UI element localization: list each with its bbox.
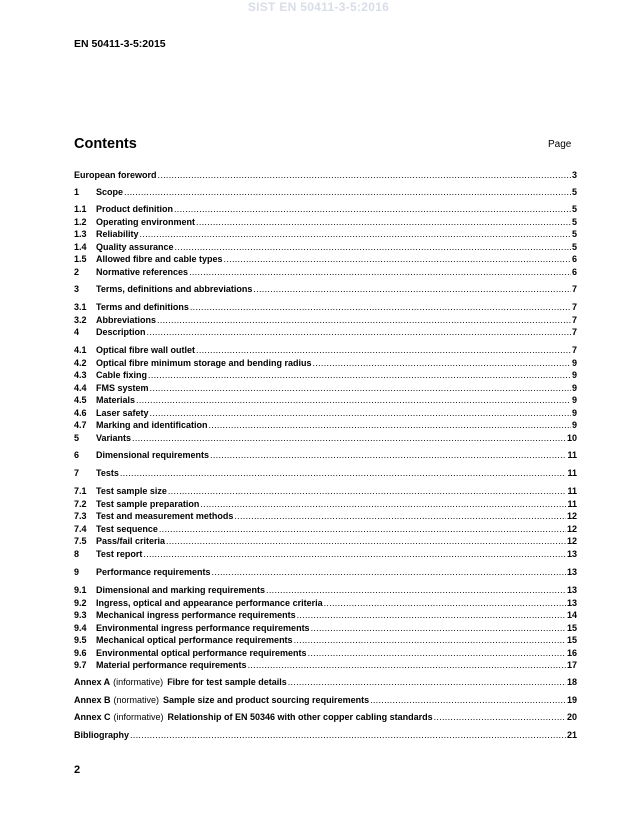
toc-entry[interactable] [74,241,577,253]
toc-entry[interactable] [74,283,577,295]
toc-entry-page: 7 [571,345,577,355]
toc-entry-title: Terms, definitions and abbreviations [96,284,253,294]
toc-entry-title: Performance requirements [96,567,211,577]
toc-leader [148,369,571,381]
toc-entry-page: 11 [567,486,577,496]
toc-entry-page: 13 [566,585,577,595]
toc-entry-number: 9.3 [74,610,87,620]
toc-entry[interactable] [74,622,577,634]
toc-entry-title: Marking and identification [96,420,208,430]
toc-entry-title: Reliability [96,229,139,239]
toc-leader [158,169,571,181]
toc-entry-title: Material performance requirements [96,660,247,670]
toc-entry-title: Pass/fail criteria [96,536,166,546]
toc-entry-title: Optical fibre wall outlet [96,345,196,355]
toc-entry[interactable] [74,523,577,535]
toc-entry-title: Quality assurance [96,241,174,252]
toc-leader [248,659,566,671]
toc-entry-page: 11 [567,498,577,509]
toc-leader [266,584,566,596]
toc-entry-page: 12 [566,511,577,521]
toc-leader [150,382,571,394]
toc-entry-page: 13 [566,567,577,577]
toc-entry[interactable] [74,253,577,265]
toc-entry-page: 17 [566,660,577,670]
toc-entry-number: 1.3 [74,229,87,239]
toc-leader [313,357,571,369]
annex-type: (normative) [113,695,160,705]
toc-entry-title: Mechanical ingress performance requirements [96,610,296,620]
toc-leader [189,266,571,278]
toc-entry[interactable] [74,203,577,215]
annex-page: 18 [566,677,577,687]
toc-entry-page: 9 [571,382,577,393]
toc-entry-number: 9.4 [74,622,87,633]
bibliography-entry[interactable] [74,729,577,741]
toc-entry-title: Abbreviations [96,314,157,325]
toc-entry[interactable] [74,382,577,394]
toc-leader [120,467,567,479]
toc-entry-title: Allowed fibre and cable types [96,254,223,264]
toc-entry-title: Description [96,327,146,337]
toc-entry-title: Product definition [96,204,173,214]
toc-entry-number: 8 [74,548,80,559]
annex-title: Fibre for test sample details [167,677,287,687]
toc-entry-title: Scope [96,187,124,197]
annex-type: (informative) [113,712,164,722]
toc-entry[interactable] [74,266,577,278]
toc-entry-number: 4.5 [74,395,87,405]
toc-leader [209,419,571,431]
bibliography-title: Bibliography [74,730,130,740]
annex-page: 19 [566,695,577,705]
toc-leader [143,548,566,560]
toc-entry-number: 2 [74,266,80,277]
toc-entry[interactable] [74,597,577,609]
toc-entry-title: Environmental optical performance requirements [96,647,307,658]
toc-entry-title: Dimensional requirements [96,450,210,460]
toc-entry-number: 4.4 [74,382,87,393]
toc-entry[interactable] [74,485,577,497]
toc-entry-title: Mechanical optical performance requirements [96,635,293,645]
toc-leader [253,283,571,295]
toc-entry-page: 9 [571,395,577,405]
toc-leader [196,344,571,356]
annex-label: Annex A [74,677,111,687]
toc-entry-page: 6 [571,266,577,277]
toc-leader [168,485,567,497]
toc-entry[interactable] [74,647,577,659]
toc-entry-page: 5 [571,241,577,252]
toc-entry-page: 14 [566,610,577,620]
toc-leader [190,301,571,313]
toc-entry-title: Test sequence [96,523,158,534]
toc-entry[interactable] [74,186,577,198]
toc-entry-number: 4 [74,327,80,337]
toc-entry-page: 9 [571,420,577,430]
toc-entry-number: 1.1 [74,204,87,214]
toc-entry[interactable] [74,548,577,560]
toc-entry[interactable] [74,510,577,522]
toc-leader [370,694,566,706]
toc-entry-page: 7 [571,327,577,337]
toc-entry-page: 7 [571,284,577,294]
toc-leader [434,711,566,723]
toc-entry-page: 15 [566,635,577,645]
page-number: 2 [74,764,81,776]
toc-entry-number: 4.7 [74,420,87,430]
page-column-label: Page [548,139,572,150]
toc-leader [234,510,566,522]
toc-entry[interactable] [74,301,577,313]
toc-entry-page: 12 [566,536,577,546]
toc-leader [196,216,571,228]
toc-leader [136,394,571,406]
toc-leader [308,647,566,659]
toc-entry-page: 13 [566,548,577,559]
toc-entry-number: 9 [74,567,80,577]
toc-entry-number: 9.7 [74,660,87,670]
toc-entry-page: 5 [571,216,577,227]
toc-entry-page: 5 [571,229,577,239]
toc-leader [288,676,566,688]
toc-leader [311,622,566,634]
toc-entry-number: 4.2 [74,357,87,368]
toc-entry-page: 3 [571,170,577,180]
toc-leader [175,241,571,253]
toc-entry-title: Test and measurement methods [96,511,234,521]
toc-entry-number: 7.3 [74,511,87,521]
toc-leader [324,597,566,609]
toc-entry-title: Tests [96,468,119,478]
toc-entry-title: Dimensional and marking requirements [96,585,266,595]
toc-entry-title: Test sample preparation [96,498,200,509]
contents-heading: Contents [74,136,137,152]
toc-entry-title: Test sample size [96,486,167,496]
toc-entry-number: 1.2 [74,216,87,227]
toc-entry[interactable] [74,344,577,356]
toc-entry-number: 4.3 [74,370,87,380]
toc-entry[interactable] [74,216,577,228]
toc-leader [166,535,566,547]
toc-entry-page: 11 [567,468,577,478]
toc-leader [200,498,566,510]
toc-leader [132,432,566,444]
toc-entry-title: Materials [96,395,136,405]
annex-title: Relationship of EN 50346 with other copper cabling standards [167,712,433,722]
toc-entry[interactable] [74,449,577,461]
toc-entry-number: 4.6 [74,407,87,418]
toc-entry-page: 10 [566,432,577,443]
annex-entry[interactable] [74,676,577,688]
toc-entry-title: Variants [96,432,132,443]
toc-leader [157,314,571,326]
toc-entry-page: 9 [571,357,577,368]
toc-leader [224,253,571,265]
toc-leader [130,729,566,741]
document-id: EN 50411-3-5:2015 [74,38,166,50]
toc-entry[interactable] [74,634,577,646]
toc-entry-number: 3.2 [74,314,87,325]
toc-entry[interactable] [74,566,577,578]
toc-entry[interactable] [74,314,577,326]
toc-entry-page: 6 [571,254,577,264]
toc-entry-page: 5 [571,204,577,214]
toc-leader [140,228,571,240]
toc-entry[interactable] [74,432,577,444]
toc-entry-page: 11 [567,450,577,460]
toc-entry[interactable] [74,584,577,596]
toc-entry-page: 15 [566,622,577,633]
toc-entry[interactable] [74,394,577,406]
toc-entry-number: 7.1 [74,486,87,496]
toc-entry-page: 9 [571,407,577,418]
toc-entry[interactable] [74,407,577,419]
toc-entry[interactable] [74,169,577,181]
toc-leader [174,203,571,215]
annex-page: 20 [566,712,577,722]
toc-entry-number: 1 [74,187,80,197]
toc-leader [147,326,571,338]
toc-entry-number: 9.1 [74,585,87,595]
toc-entry-page: 7 [571,314,577,325]
toc-entry[interactable] [74,659,577,671]
toc-entry[interactable] [74,498,577,510]
toc-entry-page: 16 [566,647,577,658]
toc-entry-number: 9.5 [74,635,87,645]
toc-entry-number: 5 [74,432,80,443]
toc-entry-number: 7 [74,468,80,478]
toc-leader [150,407,571,419]
annex-title: Sample size and product sourcing requirements [163,695,370,705]
toc-leader [159,523,566,535]
toc-entry[interactable] [74,609,577,621]
toc-entry-number: 1.4 [74,241,87,252]
watermark: SIST EN 50411-3-5:2016 [247,0,390,14]
toc-entry-number: 3.1 [74,302,87,312]
toc-entry[interactable] [74,369,577,381]
toc-entry[interactable] [74,419,577,431]
toc-entry-title: Laser safety [96,407,149,418]
toc-leader [212,566,566,578]
toc-entry-number: 7.2 [74,498,87,509]
toc-entry-number: 7.4 [74,523,87,534]
toc-leader [294,634,566,646]
toc-entry-title: Normative references [96,266,189,277]
annex-entry[interactable] [74,711,577,723]
toc-entry[interactable] [74,228,577,240]
toc-entry-number: 3 [74,284,80,294]
toc-entry-number: 4.1 [74,345,87,355]
toc-leader [124,186,571,198]
annex-label: Annex C [74,712,111,722]
toc-entry-title: FMS system [96,382,149,393]
toc-leader [297,609,566,621]
toc-leader [210,449,566,461]
toc-entry-number: 7.5 [74,536,87,546]
toc-entry-title: Cable fixing [96,370,148,380]
toc-entry-number: 9.2 [74,597,87,608]
toc-entry-title: Environmental ingress performance requirements [96,622,310,633]
toc-entry-title: European foreword [74,170,157,180]
toc-entry-page: 12 [566,523,577,534]
annex-type: (informative) [113,677,164,687]
toc-entry-title: Optical fibre minimum storage and bending radius [96,357,312,368]
toc-entry-title: Operating environment [96,216,196,227]
toc-entry-title: Test report [96,548,143,559]
toc-entry-page: 7 [571,302,577,312]
annex-entry[interactable] [74,694,577,706]
annex-label: Annex B [74,695,111,705]
toc-entry[interactable] [74,467,577,479]
bibliography-page: 21 [566,730,577,740]
toc-entry[interactable] [74,357,577,369]
toc-entry-page: 13 [566,597,577,608]
toc-entry-number: 9.6 [74,647,87,658]
toc-entry-title: Terms and definitions [96,302,189,312]
toc-entry-number: 6 [74,450,80,460]
toc-entry-page: 5 [571,187,577,197]
toc-entry-number: 1.5 [74,254,87,264]
toc-entry[interactable] [74,535,577,547]
toc-entry-title: Ingress, optical and appearance performance criteria [96,597,323,608]
toc-entry-page: 9 [571,370,577,380]
toc-entry[interactable] [74,326,577,338]
